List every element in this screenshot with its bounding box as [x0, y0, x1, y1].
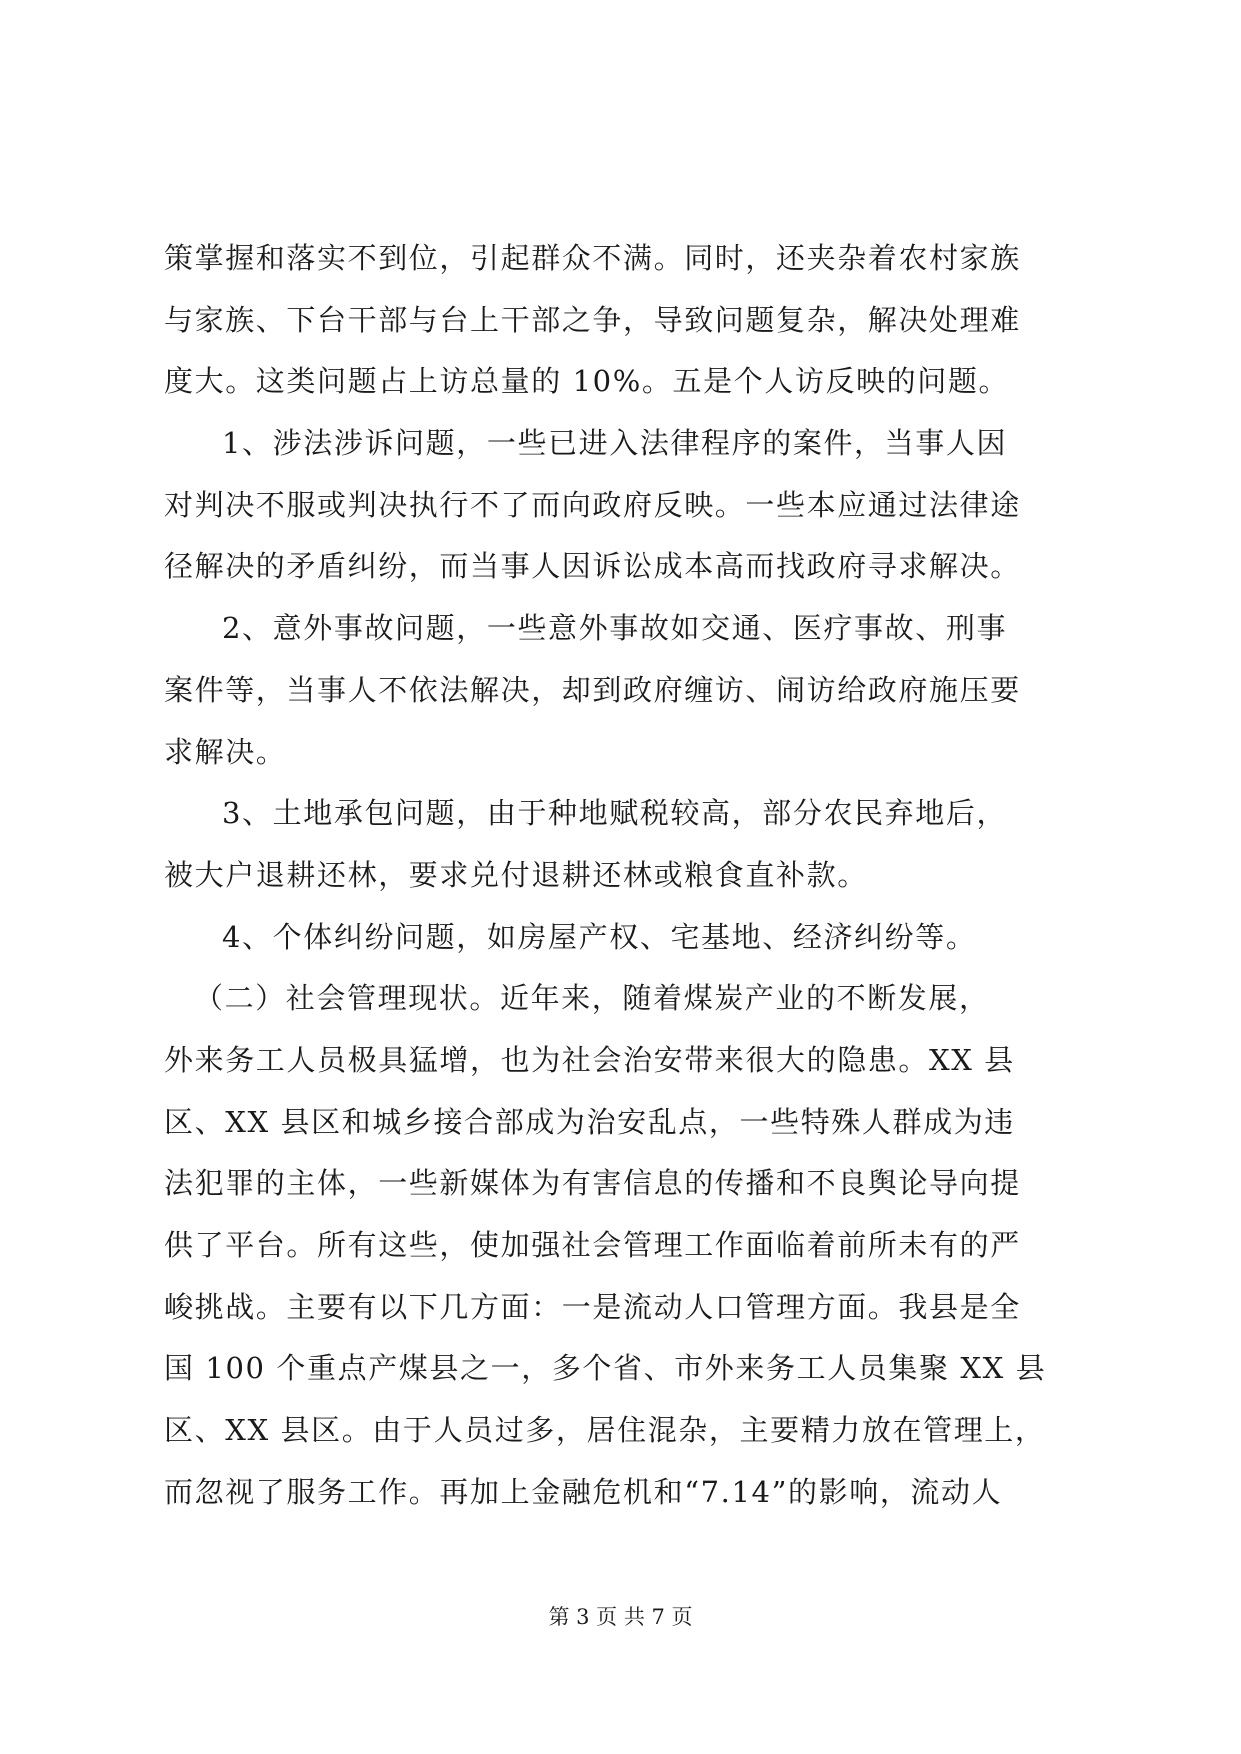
- text-line: 区、XX 县区。由于人员过多，居住混杂，主要精力放在管理上，: [164, 1413, 1046, 1448]
- text-line: 国 100 个重点产煤县之一，多个省、市外来务工人员集聚 XX 县: [164, 1351, 1047, 1386]
- page-footer: 第 3 页 共 7 页: [548, 1605, 693, 1629]
- text-line: 求解决。: [164, 734, 287, 769]
- text-line: 1、涉法涉诉问题，一些已进入法律程序的案件，当事人因: [222, 426, 1008, 461]
- document-body: [164, 228, 1094, 1523]
- text-line: 而忽视了服务工作。再加上金融危机和“7.14”的影响，流动人: [164, 1474, 1003, 1509]
- text-line: 法犯罪的主体，一些新媒体为有害信息的传播和不良舆论导向提: [164, 1166, 1021, 1201]
- text-line: 被大户退耕还林，要求兑付退耕还林或粮食直补款。: [164, 857, 868, 892]
- text-line: 供了平台。所有这些，使加强社会管理工作面临着前所未有的严: [164, 1228, 1021, 1262]
- text-line: 3、土地承包问题，由于种地赋税较高，部分农民弃地后，: [222, 796, 1008, 831]
- text-line: 区、XX 县区和城乡接合部成为治安乱点，一些特殊人群成为违: [164, 1104, 1015, 1139]
- text-line: 2、意外事故问题，一些意外事故如交通、医疗事故、刑事: [222, 611, 1008, 646]
- text-line: 策掌握和落实不到位，引起群众不满。同时，还夹杂着农村家族: [164, 241, 1021, 275]
- text-line: 与家族、下台干部与台上干部之争，导致问题复杂，解决处理难: [164, 302, 1021, 337]
- text-line: 外来务工人员极具猛增，也为社会治安带来很大的隐患。XX 县: [164, 1042, 1015, 1077]
- text-line: 峻挑战。主要有以下几方面：一是流动人口管理方面。我县是全: [164, 1289, 1021, 1324]
- text-line: 度大。这类问题占上访总量的 10%。五是个人访反映的问题。: [164, 364, 1010, 399]
- text-line: 对判决不服或判决执行不了而向政府反映。一些本应通过法律途: [164, 487, 1021, 522]
- text-line: 4、个体纠纷问题，如房屋产权、宅基地、经济纠纷等。: [222, 919, 977, 954]
- text-line: 案件等，当事人不依法解决，却到政府缠访、闹访给政府施压要: [164, 672, 1021, 707]
- text-line: 径解决的矛盾纠纷，而当事人因诉讼成本高而找政府寻求解决。: [164, 549, 1021, 584]
- text-line: （二）社会管理现状。近年来，随着煤炭产业的不断发展，: [194, 981, 990, 1016]
